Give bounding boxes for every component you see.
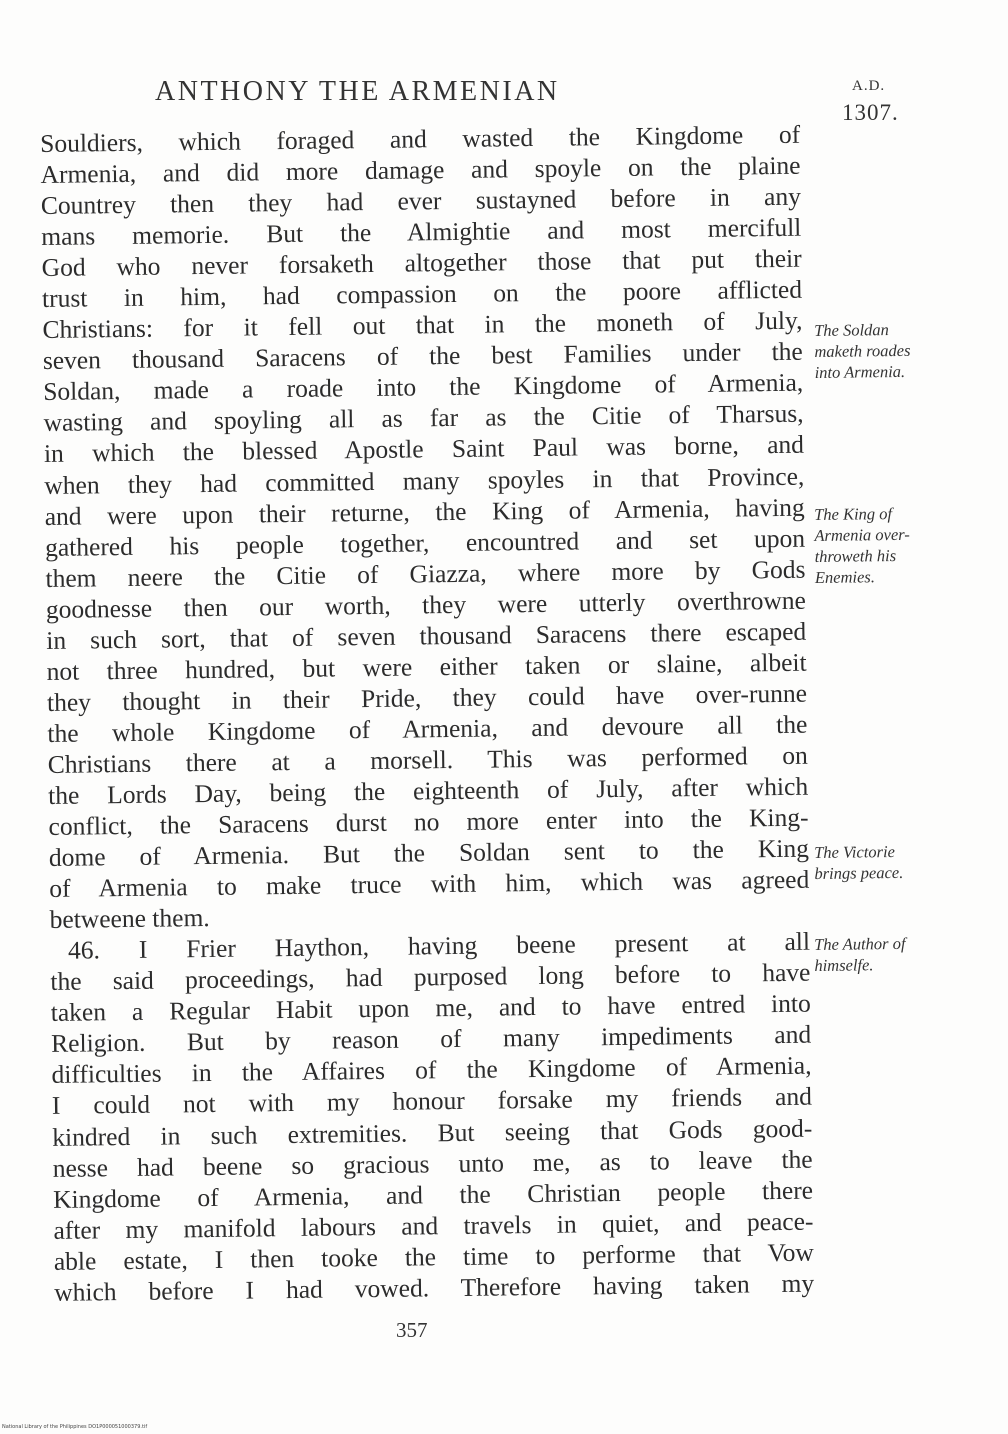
text-line: Kingdome of Armenia, and the Christian people there [52,1175,814,1214]
text-line: trust in him, had compassion on the poore afflicted [41,274,803,314]
text-line: the whole Kingdome of Armenia, and devoure all the [47,709,808,748]
marginal-note-king [814,503,910,588]
text-line: the said proceedings, had purposed long before to have [50,957,811,997]
text-line: Countrey then they had ever sustayned before in any [40,181,802,221]
marginal-note-line: The King of [814,504,893,524]
text-line: and were upon their returne, the King of Armenia, having [44,492,805,531]
text-line: not three hundred, but were either taken or slaine, albeit [46,647,807,686]
text-line: Christians: for it fell out that in the moneth of July, [42,305,803,345]
marginal-note-author [814,933,906,976]
text-line: gathered his people together, encountred and set upon [44,523,806,562]
text-line: Christians there at a morsell. This was performed on [47,740,808,779]
text-line: betweene them. [49,903,210,935]
text-line: the Lords Day, being the eighteenth of July, after which [47,771,809,810]
text-line: seven thousand Saracens of the best Families under the [42,337,803,376]
text-line: of Armenia to make truce with him, which was agreed [49,864,810,904]
text-line: them neere the Citie of Giazza, where more by Gods [45,554,806,593]
date-label: A.D. [852,78,886,94]
marginal-note-line: The Soldan [814,320,889,340]
text-line: conflict, the Saracens durst no more enter into the King- [48,802,809,841]
text-line: wasting and spoyling all as far as the Citie of Tharsus, [43,399,804,438]
text-line: difficulties in the Affaires of the Kingdome of Armenia, [51,1051,812,1090]
text-line: in such sort, that of seven thousand Saracens there escaped [46,616,807,655]
marginal-note-victorie [814,841,903,884]
marginal-note-line: throweth his [814,546,897,566]
marginal-note-line: Armenia over- [814,524,910,545]
text-line: Souldiers, which foraged and wasted the Kingdome of [40,119,801,158]
text-line: Armenia, and did more damage and spoyle on the plaine [40,150,801,190]
marginal-note-line: The Author of [814,933,906,954]
marginal-note-line: The Victorie [814,842,896,862]
text-line: in which the blessed Apostle Saint Paul was borne, and [43,430,805,469]
text-line: able estate, I then tooke the time to performe that Vow [53,1237,814,1276]
paragraph-start-line: 46. I Frier Haython, having beene present at all [67,926,811,965]
marginal-note-line: himselfe. [814,955,874,975]
text-line: mans memorie. But the Almightie and most mercifull [41,212,802,252]
text-line: goodnesse then our worth, they were utterly overthrowne [45,585,806,624]
page-number: 357 [396,1318,428,1342]
text-line: which before I had vowed. Therefore having taken my [54,1268,815,1307]
text-line: taken a Regular Habit upon me, and to have entred into [50,988,811,1028]
marginal-note-line: maketh roades [814,340,911,361]
text-line: nesse had beene so gracious unto me, as to leave the [52,1144,813,1183]
text-line: when they had committed many spoyles in that Province, [44,461,805,500]
text-line: Religion. But by reason of many impediments and [51,1020,812,1059]
body-text [40,119,814,1308]
marginal-note-soldan [814,319,911,383]
marginal-note-line: Enemies. [814,567,876,587]
text-line: God who never forsaketh altogether those that put their [41,243,802,283]
text-line: kindred in such extremities. But seeing that Gods good- [52,1113,813,1152]
running-title: ANTHONY THE ARMENIAN [155,76,560,107]
text-line: after my manifold labours and travels in quiet, and peace- [53,1206,814,1245]
marginal-note-line: brings peace. [814,862,904,883]
text-line: dome of Armenia. But the Soldan sent to the King [48,833,810,873]
date-year: 1307. [842,100,899,125]
text-line: they thought in their Pride, they could have over-runne [46,678,808,717]
marginal-note-line: into Armenia. [814,361,906,382]
text-line: Soldan, made a roade into the Kingdome of Armenia, [43,368,804,407]
scan-credit: National Library of the Philippines DO1P000051000379.tif [2,1424,148,1430]
text-line: I could not with my honour forsake my friends and [51,1082,813,1121]
